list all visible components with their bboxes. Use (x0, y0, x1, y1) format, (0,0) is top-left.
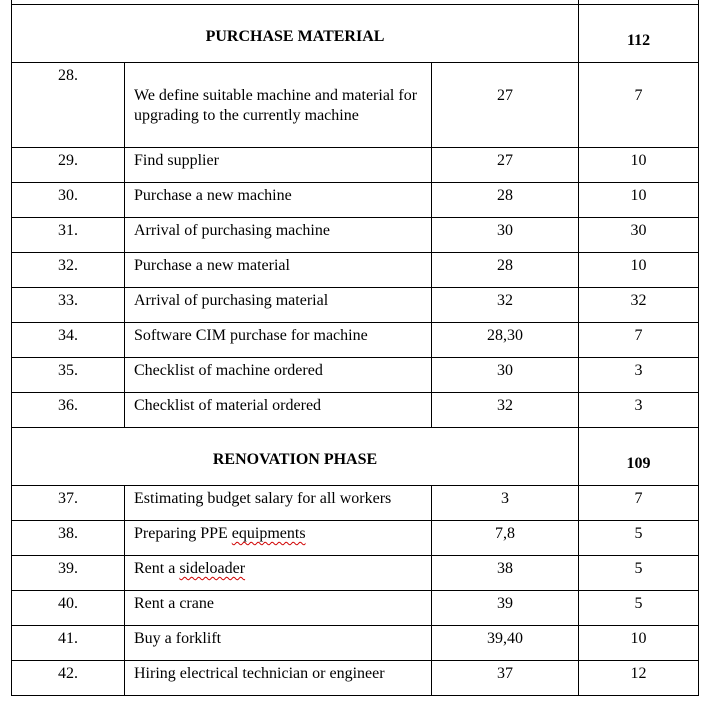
row-activity: Arrival of purchasing material (125, 288, 432, 323)
table-row (12, 183, 699, 218)
section-title: RENOVATION PHASE (12, 428, 579, 486)
row-activity (125, 521, 432, 556)
activity-table (11, 0, 699, 696)
row-duration: 7 (579, 63, 699, 148)
spellcheck-flagged-word: sideloader (179, 560, 246, 577)
row-predecessor: 30 (432, 218, 579, 253)
row-duration: 12 (579, 661, 699, 696)
row-duration: 7 (579, 323, 699, 358)
row-duration: 30 (579, 218, 699, 253)
table-row (12, 148, 699, 183)
row-number: 28. (12, 63, 125, 148)
row-predecessor: 39,40 (432, 626, 579, 661)
row-number: 30. (12, 183, 125, 218)
section-header-purchase-material (12, 5, 699, 63)
spellcheck-flagged-word: equipments (231, 525, 306, 542)
row-number: 39. (12, 556, 125, 591)
table-row (12, 218, 699, 253)
row-predecessor: 37 (432, 661, 579, 696)
row-activity: Checklist of material ordered (125, 393, 432, 428)
table-row (12, 626, 699, 661)
row-number: 33. (12, 288, 125, 323)
table-row (12, 486, 699, 521)
activity-text: Preparing PPE (134, 525, 232, 542)
table-row (12, 358, 699, 393)
row-activity: Checklist of machine ordered (125, 358, 432, 393)
row-activity: Rent a crane (125, 591, 432, 626)
row-number: 36. (12, 393, 125, 428)
row-predecessor: 38 (432, 556, 579, 591)
row-activity: Software CIM purchase for machine (125, 323, 432, 358)
section-header-renovation-phase (12, 428, 699, 486)
row-activity: We define suitable machine and material for upgrading to the currently machine (125, 63, 432, 148)
table-row (12, 323, 699, 358)
table-row (12, 661, 699, 696)
row-number: 31. (12, 218, 125, 253)
row-number: 29. (12, 148, 125, 183)
row-number: 37. (12, 486, 125, 521)
row-duration: 32 (579, 288, 699, 323)
row-number: 32. (12, 253, 125, 288)
row-number: 38. (12, 521, 125, 556)
row-predecessor: 27 (432, 148, 579, 183)
section-total: 112 (579, 5, 699, 63)
row-activity: Buy a forklift (125, 626, 432, 661)
row-duration: 10 (579, 183, 699, 218)
section-title: PURCHASE MATERIAL (12, 5, 579, 63)
row-number: 34. (12, 323, 125, 358)
row-duration: 10 (579, 253, 699, 288)
table-row (12, 591, 699, 626)
table-row (12, 288, 699, 323)
row-activity: Arrival of purchasing machine (125, 218, 432, 253)
row-activity (125, 556, 432, 591)
row-predecessor: 32 (432, 393, 579, 428)
row-duration: 7 (579, 486, 699, 521)
table-row (12, 63, 699, 148)
row-duration: 10 (579, 626, 699, 661)
row-activity: Find supplier (125, 148, 432, 183)
row-duration: 3 (579, 358, 699, 393)
row-number: 40. (12, 591, 125, 626)
activity-text: Rent a (134, 560, 180, 577)
table-row (12, 253, 699, 288)
row-activity: Hiring electrical technician or engineer (125, 661, 432, 696)
row-duration: 5 (579, 556, 699, 591)
table-row (12, 521, 699, 556)
row-predecessor: 32 (432, 288, 579, 323)
row-duration: 3 (579, 393, 699, 428)
row-predecessor: 28,30 (432, 323, 579, 358)
row-duration: 5 (579, 591, 699, 626)
section-total: 109 (579, 428, 699, 486)
row-activity: Estimating budget salary for all workers (125, 486, 432, 521)
row-predecessor: 7,8 (432, 521, 579, 556)
row-predecessor: 3 (432, 486, 579, 521)
row-number: 41. (12, 626, 125, 661)
table-row (12, 393, 699, 428)
table-row (12, 556, 699, 591)
row-predecessor: 30 (432, 358, 579, 393)
row-predecessor: 28 (432, 183, 579, 218)
row-duration: 5 (579, 521, 699, 556)
row-predecessor: 28 (432, 253, 579, 288)
row-number: 42. (12, 661, 125, 696)
row-predecessor: 39 (432, 591, 579, 626)
row-activity: Purchase a new machine (125, 183, 432, 218)
row-predecessor: 27 (432, 63, 579, 148)
row-number: 35. (12, 358, 125, 393)
row-duration: 10 (579, 148, 699, 183)
row-activity: Purchase a new material (125, 253, 432, 288)
